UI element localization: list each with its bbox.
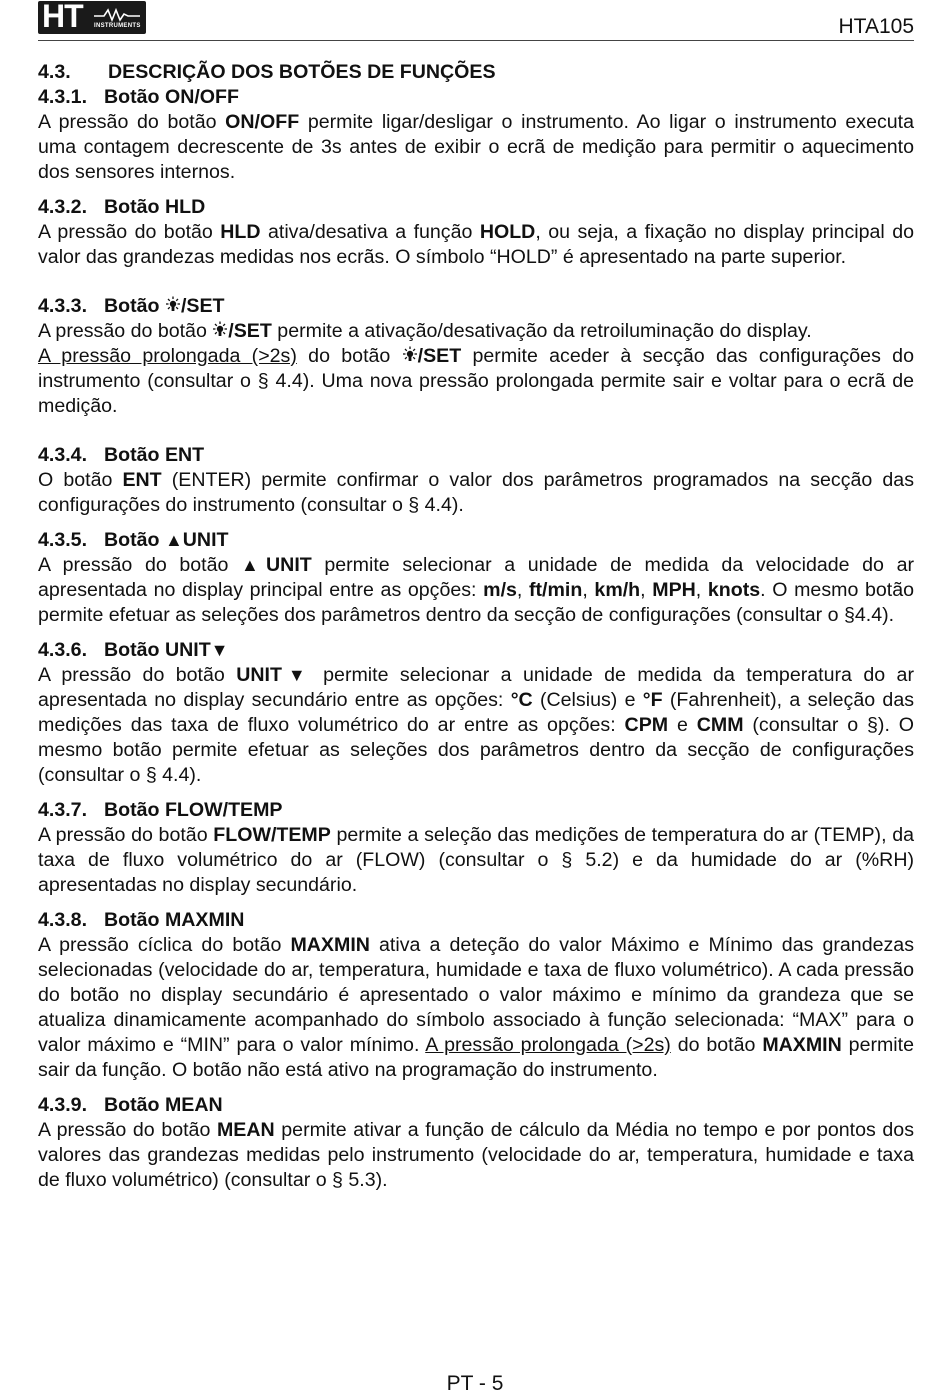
backlight-icon [402, 346, 418, 364]
section-maxmin [38, 908, 914, 1083]
paragraph-ent: O botão ENT (ENTER) permite confirmar o valor dos parâmetros programados na secção das configurações do instrumento (consultar o § 4.4). [38, 469, 914, 516]
paragraph-mean: A pressão do botão MEAN permite ativar a função de cálculo da Média no tempo e por pontos dos valores das grandezas medidas pelo instrumento (velocidade do ar, temperatura, humidade e taxa de fluxo volumétrico) (consultar o § 5.3). [38, 1119, 915, 1191]
section-set [38, 294, 914, 419]
section-on-off [38, 85, 914, 185]
down-triangle-icon: ▼ [281, 665, 312, 685]
section-unit-down [38, 638, 914, 788]
heading-mean: 4.3.9. Botão MEAN [38, 1094, 223, 1116]
section-flow-temp [38, 798, 914, 898]
header-divider [38, 40, 914, 41]
heading-unit-up: 4.3.5. Botão ▲UNIT [38, 529, 229, 551]
heading-maxmin: 4.3.8. Botão MAXMIN [38, 909, 245, 931]
paragraph-unit-up: A pressão do botão ▲UNIT permite selecionar a unidade de medida da velocidade do ar apresentada no display principal entre as opções: m/s, ft/min, km/h, MPH, knots. O mesmo botão permite efetuar as seleções dos parâmetros dentro da secção de configurações (consultar o §4.4). [38, 554, 915, 626]
paragraph-set: A pressão do botão /SET permite a ativação/desativação da retroiluminação do display. A pressão prolongada (>2s) do botão /SET permite aceder à secção das configurações do instrumento (consultar o § 4.4). Uma nova pressão prolongada permite sair e voltar para o ecrã de medição. [38, 320, 914, 417]
section-unit-up [38, 528, 914, 628]
backlight-icon [165, 296, 181, 314]
paragraph-on-off: A pressão do botão ON/OFF permite ligar/desligar o instrumento. Ao ligar o instrumento executa uma contagem decrescente de 3s antes de exibir o ecrã de medição para permitir o aquecimento dos sensores internos. [38, 111, 915, 183]
logo-subtitle: INSTRUMENTS [94, 23, 141, 29]
heading-on-off: 4.3.1. Botão ON/OFF [38, 86, 239, 108]
paragraph-hld: A pressão do botão HLD ativa/desativa a função HOLD, ou seja, a fixação no display principal do valor das grandezas medidas nos ecrãs. O símbolo “HOLD” é apresentado na parte superior. [38, 221, 914, 268]
waveform-icon [94, 8, 140, 22]
logo-text: HT [42, 0, 83, 34]
heading-set: 4.3.3. Botão /SET [38, 295, 225, 317]
ht-logo [38, 1, 146, 34]
section-hld [38, 195, 914, 270]
model-name: HTA105 [838, 15, 914, 38]
paragraph-maxmin: A pressão cíclica do botão MAXMIN ativa a deteção do valor Máximo e Mínimo das grandezas selecionadas (velocidade do ar, temperatura, humidade e taxa de fluxo volumétrico). A cada pressão do botão no display secundário é apresentado o valor máximo e mínimo da grandeza que se atualiza dinamicamente acompanhado do símbolo associado à função selecionada: “MAX” para o valor máximo e “MIN” para o valor mínimo. A pressão prolongada (>2s) do botão MAXMIN permite sair da função. O botão não está ativo na programação do instrumento. [38, 934, 915, 1081]
backlight-icon [212, 321, 228, 339]
section-mean [38, 1093, 914, 1193]
heading-hld: 4.3.2. Botão HLD [38, 196, 206, 218]
page-number: PT - 5 [446, 1372, 504, 1395]
page-content [38, 60, 914, 1203]
section-heading: 4.3. DESCRIÇÃO DOS BOTÕES DE FUNÇÕES [38, 61, 496, 83]
section-ent [38, 443, 914, 518]
up-triangle-icon: ▲ [164, 530, 183, 550]
page-header [38, 0, 914, 41]
heading-flow-temp: 4.3.7. Botão FLOW/TEMP [38, 799, 283, 821]
heading-ent: 4.3.4. Botão ENT [38, 444, 205, 466]
up-triangle-icon: ▲ [241, 555, 267, 575]
paragraph-unit-down: A pressão do botão UNIT▼ permite selecionar a unidade de medida da temperatura do ar apresentada no display secundário entre as opções: °C (Celsius) e °F (Fahrenheit), a seleção das medições das taxa de fluxo volumétrico do ar entre as opções: CPM e CMM (consultar o §). O mesmo botão permite efetuar as seleções dos parâmetros dentro da secção de configurações (consultar o § 4.4). [38, 664, 915, 786]
down-triangle-icon: ▼ [210, 640, 229, 660]
heading-unit-down: 4.3.6. Botão UNIT▼ [38, 639, 229, 661]
paragraph-flow-temp: A pressão do botão FLOW/TEMP permite a seleção das medições de temperatura do ar (TEMP), da taxa de fluxo volumétrico do ar (FLOW) (consultar o § 5.2) e da humidade do ar (%RH) apresentadas no display secundário. [38, 824, 914, 896]
